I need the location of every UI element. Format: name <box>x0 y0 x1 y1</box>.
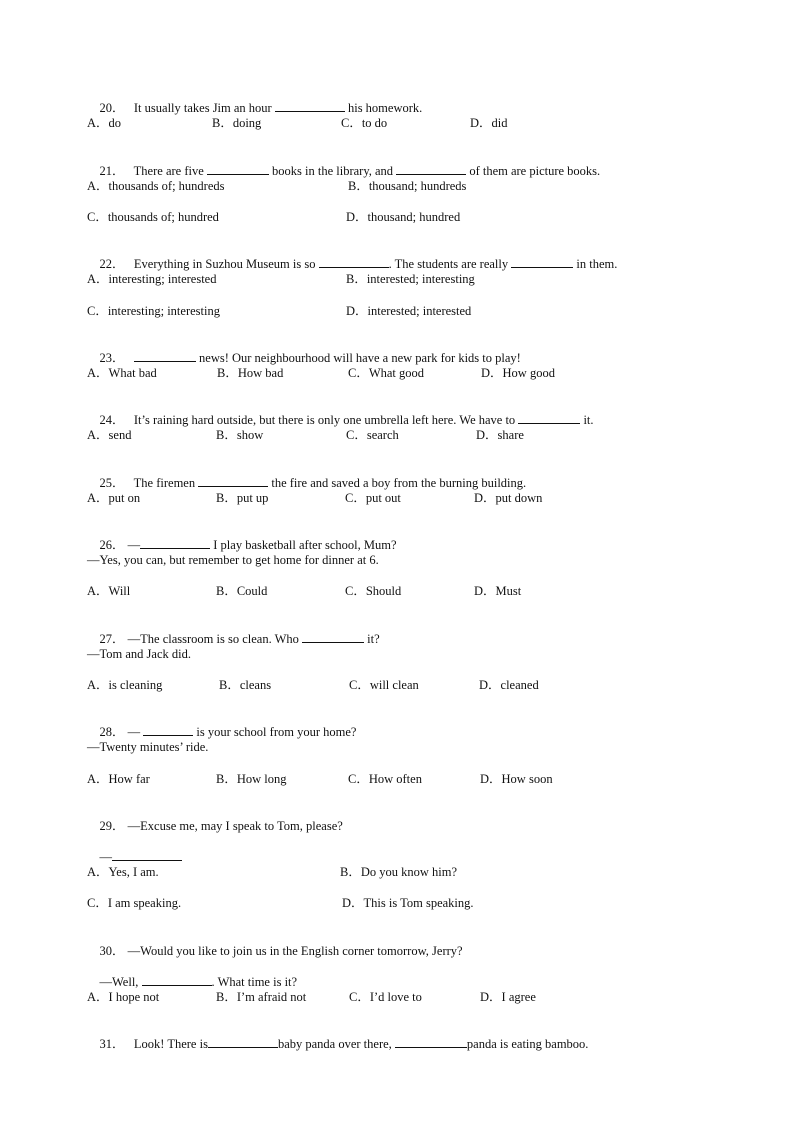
option-b[interactable]: B．doing <box>212 116 262 130</box>
question-text: The firemen <box>133 476 199 490</box>
answer-blank[interactable] <box>511 256 573 268</box>
answer-blank[interactable] <box>198 475 268 487</box>
question-text: baby panda over there, <box>277 1037 395 1051</box>
answer-blank[interactable] <box>518 412 580 424</box>
option-d[interactable]: D．did <box>470 116 508 130</box>
question-25 <box>87 459 526 507</box>
option-c[interactable]: C．to do <box>341 116 388 130</box>
question-text: I play basketball after school, Mum? <box>210 538 397 552</box>
question-text: of them are picture books. <box>466 164 601 178</box>
question-text: — <box>127 725 144 739</box>
dialogue-reply: —Yes, you can, but remember to get home for dinner at 6. <box>87 553 379 567</box>
option-c[interactable]: C．Should <box>345 584 402 598</box>
dialogue-reply: —Tom and Jack did. <box>87 647 191 661</box>
question-text: it? <box>364 632 380 646</box>
question-text: It usually takes Jim an hour <box>133 101 275 115</box>
option-c[interactable]: C．interesting; interesting <box>87 304 220 318</box>
option-b[interactable]: B．thousand; hundreds <box>348 179 467 193</box>
question-number: 31． <box>99 1037 125 1051</box>
answer-blank[interactable] <box>275 100 345 112</box>
option-d[interactable]: D．cleaned <box>479 678 539 692</box>
question-number: 26． <box>99 538 125 552</box>
dialogue-reply: —Twenty minutes’ ride. <box>87 740 209 754</box>
question-number: 24． <box>99 413 125 427</box>
answer-blank[interactable] <box>140 537 210 549</box>
question-number: 29． <box>99 819 125 833</box>
option-d[interactable]: D．How soon <box>480 772 553 786</box>
answer-blank[interactable] <box>208 1036 278 1048</box>
question-number: 25． <box>99 476 125 490</box>
option-a[interactable]: A．thousands of; hundreds <box>87 179 225 193</box>
question-text: panda is eating bamboo. <box>466 1037 589 1051</box>
option-b[interactable]: B．cleans <box>219 678 272 692</box>
option-b[interactable]: B．How bad <box>217 366 284 380</box>
option-b[interactable]: B．show <box>216 428 264 442</box>
answer-blank[interactable] <box>142 974 212 986</box>
option-a[interactable]: A．What bad <box>87 366 157 380</box>
option-b[interactable]: B．interested; interesting <box>346 272 475 286</box>
question-number: 22． <box>99 257 125 271</box>
option-a[interactable]: A．Yes, I am. <box>87 865 159 879</box>
option-d[interactable]: D．This is Tom speaking. <box>342 896 474 910</box>
option-d[interactable]: D．thousand; hundred <box>346 210 461 224</box>
question-text: —Would you like to join us in the English corner tomorrow, Jerry? <box>127 944 463 958</box>
question-number: 21． <box>99 164 125 178</box>
question-text: news! Our neighbourhood will have a new park for kids to play! <box>195 351 521 365</box>
option-c[interactable]: C．will clean <box>349 678 419 692</box>
question-number: 28． <box>99 725 125 739</box>
reply-dash: — <box>99 850 112 864</box>
question-text: . The students are really <box>388 257 512 271</box>
question-text: in them. <box>573 257 618 271</box>
question-text: There are five <box>133 164 207 178</box>
option-d[interactable]: D．Must <box>474 584 522 598</box>
option-b[interactable]: B．put up <box>216 491 269 505</box>
question-text: Everything in Suzhou Museum is so <box>133 257 319 271</box>
option-d[interactable]: D．interested; interested <box>346 304 472 318</box>
question-text: his homework. <box>344 101 423 115</box>
answer-blank[interactable] <box>143 724 193 736</box>
option-c[interactable]: C．search <box>346 428 399 442</box>
answer-blank[interactable] <box>319 256 389 268</box>
question-text: — <box>127 538 141 552</box>
reply-text: . What time is it? <box>211 975 298 989</box>
answer-blank[interactable] <box>395 1036 467 1048</box>
option-c[interactable]: C．How often <box>348 772 422 786</box>
question-text: books in the library, and <box>268 164 397 178</box>
question-number: 23． <box>99 351 125 365</box>
option-b[interactable]: B．How long <box>216 772 287 786</box>
option-d[interactable]: D．I agree <box>480 990 536 1004</box>
question-text: It’s raining hard outside, but there is only one umbrella left here. We have to <box>133 413 519 427</box>
option-a[interactable]: A．put on <box>87 491 141 505</box>
question-text: it. <box>580 413 594 427</box>
answer-blank[interactable] <box>134 350 196 362</box>
option-a[interactable]: A．is cleaning <box>87 678 163 692</box>
option-d[interactable]: D．share <box>476 428 524 442</box>
question-text: Look! There is <box>133 1037 208 1051</box>
option-c[interactable]: C．What good <box>348 366 425 380</box>
option-d[interactable]: D．How good <box>481 366 555 380</box>
answer-blank[interactable] <box>207 163 269 175</box>
option-c[interactable]: C．thousands of; hundred <box>87 210 219 224</box>
answer-blank[interactable] <box>302 631 364 643</box>
option-a[interactable]: A．do <box>87 116 122 130</box>
option-c[interactable]: C．I’d love to <box>349 990 422 1004</box>
question-number: 20． <box>99 101 125 115</box>
option-b[interactable]: B．Do you know him? <box>340 865 458 879</box>
option-c[interactable]: C．put out <box>345 491 401 505</box>
option-a[interactable]: A．How far <box>87 772 150 786</box>
option-a[interactable]: A．I hope not <box>87 990 160 1004</box>
question-number: 30． <box>99 944 125 958</box>
option-a[interactable]: A．interesting; interested <box>87 272 217 286</box>
option-b[interactable]: B．Could <box>216 584 268 598</box>
option-a[interactable]: A．send <box>87 428 132 442</box>
question-text: the fire and saved a boy from the burning building. <box>268 476 527 490</box>
question-number: 27． <box>99 632 125 646</box>
question-text: —Excuse me, may I speak to Tom, please? <box>127 819 343 833</box>
question-text: is your school from your home? <box>193 725 357 739</box>
option-b[interactable]: B．I’m afraid not <box>216 990 307 1004</box>
option-c[interactable]: C．I am speaking. <box>87 896 182 910</box>
reply-text: —Well, <box>99 975 142 989</box>
answer-blank[interactable] <box>112 849 182 861</box>
option-a[interactable]: A．Will <box>87 584 131 598</box>
answer-blank[interactable] <box>396 163 466 175</box>
option-d[interactable]: D．put down <box>474 491 543 505</box>
question-text: —The classroom is so clean. Who <box>127 632 303 646</box>
question-31 <box>87 1020 588 1068</box>
